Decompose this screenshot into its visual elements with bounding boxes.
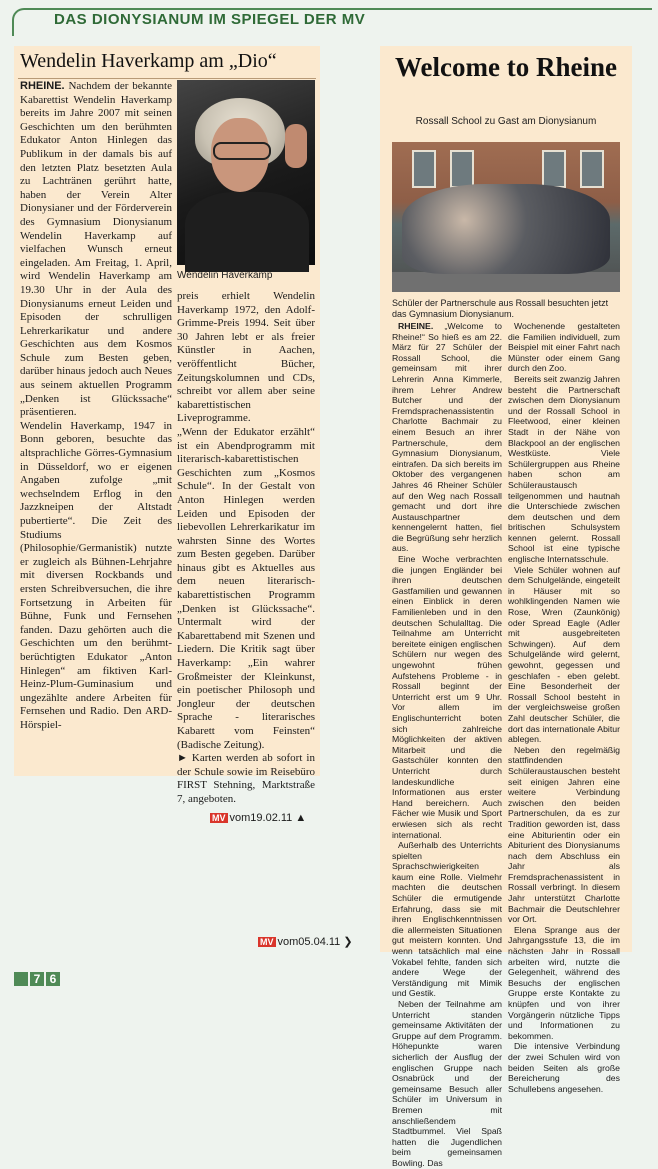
ticket-info: ► Karten werden ab sofort in der Schule sowie im Reisebüro FIRST Stehning, Marktstraße 7, angeboten. xyxy=(177,752,315,805)
article-paragraph: Elena Sprange aus der Jahrgangsstufe 13, die im nächsten Jahr in Rossall arbeiten wird, nutzte die Gelegenheit, während des Besuchs der englischen Gruppe erste Kontakte zu knüpfen und von ihrer Vorgängerin nützliche Tipps und Informationen zu bekommen. xyxy=(508,924,620,1041)
group-photo xyxy=(392,142,620,292)
rossall-column-1 xyxy=(392,321,502,1168)
article-paragraph: Außerhalb des Unterrichts spielten Sprachschwierigkeiten kaum eine Rolle. Vielmehr machten die deutschen Schüler die ermutigende Erfahrung, dass sie mit ihren Englischkenntnissen die allermeisten Situationen gut meistern konnten. Und wenn tatsächlich mal eine Vokabel fehlte, fanden sich andere Wege der Verständigung mit Mimik und Gestik. xyxy=(392,840,502,999)
source-badge-left xyxy=(210,812,306,824)
haverkamp-photo-caption: Wendelin Haverkamp xyxy=(177,270,273,281)
article-paragraph: Wochenende gestalteten die Familien individuell, zum Beispiel mit einer Fahrt nach Münster oder einem Gang durch den Zoo. xyxy=(508,321,620,374)
article-paragraph: Neben den regelmäßig stattfindenden Schüleraustauschen besteht seit einigen Jahren eine weitere Verbindung zwischen den beiden Partnerschulen, da es zur Tradition geworden ist, dass eine Abiturientin oder ein Abiturient des Dionysianums nach dem Abschluss ein Jahr als Fremdsprachenassistent in Rossall verbringt. In diesem Jahr unterstützt Charlotte Bachmair die Deutschlehrer vor Ort. xyxy=(508,744,620,925)
source-date: vom19.02.11 ▲ xyxy=(229,812,307,824)
haverkamp-column-2 xyxy=(177,290,315,805)
haverkamp-column-1 xyxy=(20,80,172,770)
haverkamp-article xyxy=(14,46,320,805)
article-paragraph: Eine Woche verbrachten die jungen Engländer bei ihren deutschen Gastfamilien und gewannen einen Einblick in deren Familienleben und in den deutschen Schulalltag. Die Teilnahme am Unterricht bereitete einigen englischen Schülern nur wegen des ungewohnt frühen Aufstehens Probleme - in Rossall beginnt der Unterricht erst um 9 Uhr. Vor allem im Englischunterricht boten sich zahlreiche Möglichkeiten der aktiven Mitarbeit und die Gastschüler konnten den Unterricht durch landeskundliche Informationen aus erster Hand bereichern. Auch Fächer wie Musik und Sport erwiesen sich als recht international. xyxy=(392,554,502,840)
article-paragraph: „Wenn der Edukator erzählt“ ist ein Abendprogramm mit literarisch-kabarettistischen Geschichten zum „Kosmos Schule“. In der Gestalt von Anton Hinlegen werden Leiden und Episoden der liebevollen Lehrerkarikatur im wahrsten Sinne des Wortes zum Besten gegeben. Darüber hinaus gibt es Aktuelles aus dem neuen literarisch-kabarettistischen Programm „Denken ist Glückssache“. Untermalt wird der Kabarettabend mit Szenen und Liedern. Die Kritik sagt über Haverkamp: „Ein wahrer Großmeister der Kleinkunst, ein poetischer Philosoph und Jongleur der deutschen Sprache - literarisches Kabarett vom Feinsten“ (Badische Zeitung). xyxy=(177,425,315,751)
article-paragraph: Viele Schüler wohnen auf dem Schulgelände, eingeteilt in Häuser mit so wohlklingenden Namen wie Rose, Wren (Zaunkönig) oder Spread Eagle (Adler mit ausgebreiteten Schwingen). Auf dem Schulgelände wird gelernt, gewohnt, gegessen und geschlafen - eben gelebt. Eine Besonderheit der Rossall School besteht in der vergleichsweise großen Zahl deutscher Schüler, die dort das internationale Abitur ablegen. xyxy=(508,564,620,745)
section-title: DAS DIONYSIANUM IM SPIEGEL DER MV xyxy=(54,11,366,28)
article-paragraph: „Welcome to Rheine!“ So hieß es am 22. März für 27 Schüler der Rossall School, die gemeinsam mit ihrer Lehrerin Anna Kimmerle, ihrem Lehrer Andrew Butcher und der Fremdsprachenassistentin Charlotte Bachmair zu einem Besuch an ihrer Partnerschule, dem Gymnasium Dionysianum, eintrafen. Da sich bereits im Oktober des vergangenen Jahres 46 Rheiner Schüler auf den Weg nach Rossall gemacht und dort ihre Austauschpartner kennengelernt hatten, fiel die Begrüßung sehr herzlich aus. xyxy=(392,321,502,554)
source-date: vom05.04.11 ❯ xyxy=(277,936,353,948)
page-number-box xyxy=(14,972,28,986)
page-number xyxy=(14,972,62,986)
group-photo-caption: Schüler der Partnerschule aus Rossall besuchten jetzt das Gymnasium Dionysianum. xyxy=(392,298,609,319)
page-digit: 6 xyxy=(46,972,60,986)
haverkamp-photo xyxy=(177,80,315,265)
page-digit: 7 xyxy=(30,972,44,986)
section-header xyxy=(12,8,652,36)
rossall-article xyxy=(380,46,632,1168)
rossall-subtitle: Rossall School zu Gast am Dionysianum xyxy=(415,116,597,127)
headline-rule xyxy=(18,78,316,79)
rossall-headline: Welcome to Rheine xyxy=(395,52,617,82)
article-paragraph: Die intensive Verbindung der zwei Schulen wird von beiden Seiten als große Bereicherung des Schullebens angesehen. xyxy=(508,1041,620,1094)
article-paragraph: Nachdem der bekannte Kabarettist Wendelin Haverkamp bereits im Jahre 2007 mit seinen Geschichten um den berühmten Edukator Anton Hinlegen das Publikum in der damals bis auf den letzten Platz besetzten Aula zu Lachtränen gerührt hatte, haben der Verein Alter Dionysianer und der Förderverein des Gymnasium Dionysianum Wendelin Haverkamp auf vielfachen Wunsch erneut eingeladen. Am Freitag, 1. April, wird Wendelin Haverkamp am 19.30 Uhr in der Aula des Dionysianums erneut Leiden und Episoden der schrulligen Lehrerkarikatur und andere Geschichten aus dem Kosmos Schule zum Besten geben, darüber hinaus jedoch auch Neues aus seinem aktuellen Programm „Denken ist Glückssache“ präsentieren. xyxy=(20,80,172,419)
haverkamp-headline: Wendelin Haverkamp am „Dio“ xyxy=(20,50,277,72)
article-paragraph: preis erhielt Wendelin Haverkamp 1972, den Adolf-Grimme-Preis 1994. Seit über 30 Jahren lebt er als freier Künstler in Aachen, veröffentlicht Bücher, Zeitungskolumnen und CDs, schreibt vor allem aber seine kabarettistischen Liveprogramme. xyxy=(177,290,315,425)
dateline: RHEINE. xyxy=(20,80,65,92)
article-paragraph: Bereits seit zwanzig Jahren besteht die Partnerschaft zwischen dem Dionysianum und der Rossall School in Fleetwood, einer kleinen Stadt in der Nähe von Blackpool an der englischen Westküste. Viele Schülergruppen aus Rheine haben schon am Schüleraustausch teilgenommen und hautnah die Unterschiede zwischen dem deutschen und dem britischen Schulsystem kennen gelernt. Rossall School ist eine typische englische Internatsschule. xyxy=(508,373,620,565)
dateline: RHEINE. xyxy=(398,321,434,331)
mv-logo: MV xyxy=(212,813,226,823)
article-paragraph: Wendelin Haverkamp, 1947 in Bonn geboren, besuchte das altsprachliche Görres-Gymnasium in Düsseldorf, wo er eigenen Angaben zufolge „mit wechselndem Erflog in den Jazzkneipen der Altstadt pubertierte“. Die Zeit des Studiums (Philosophie/Germanistik) nutzte er zugleich als Bühnen-Lehrjahre mit diversen Rockbands und ersten Schreibversuchen, die ihre Fortsetzung in Arbeiten für Bühne, Funk und Fernsehen fanden. Dazu gehörten auch die Geschichten um den berühmt-berüchtigten Edukator „Anton Hinlegen“ am fiktiven Karl-Heinz-Plum-Guminasium und ungezählte andere Arbeiten für Fernsehen und Radio. Den ARD-Hörspiel- xyxy=(20,419,172,731)
source-badge-right xyxy=(258,935,353,948)
mv-logo: MV xyxy=(260,937,274,947)
rossall-column-2 xyxy=(508,321,620,1094)
article-paragraph: Neben der Teilnahme am Unterricht standen gemeinsame Aktivitäten der Gruppe auf dem Programm. Höhepunkte waren sicherlich der Ausflug der englischen Gruppe nach Osnabrück und der gemeinsame Besuch aller Schüler im Universum in Bremen mit anschließendem Stadtbummel. Viel Spaß hatten die Jugendlichen beim gemeinsamen Bowling. Das xyxy=(392,999,502,1168)
